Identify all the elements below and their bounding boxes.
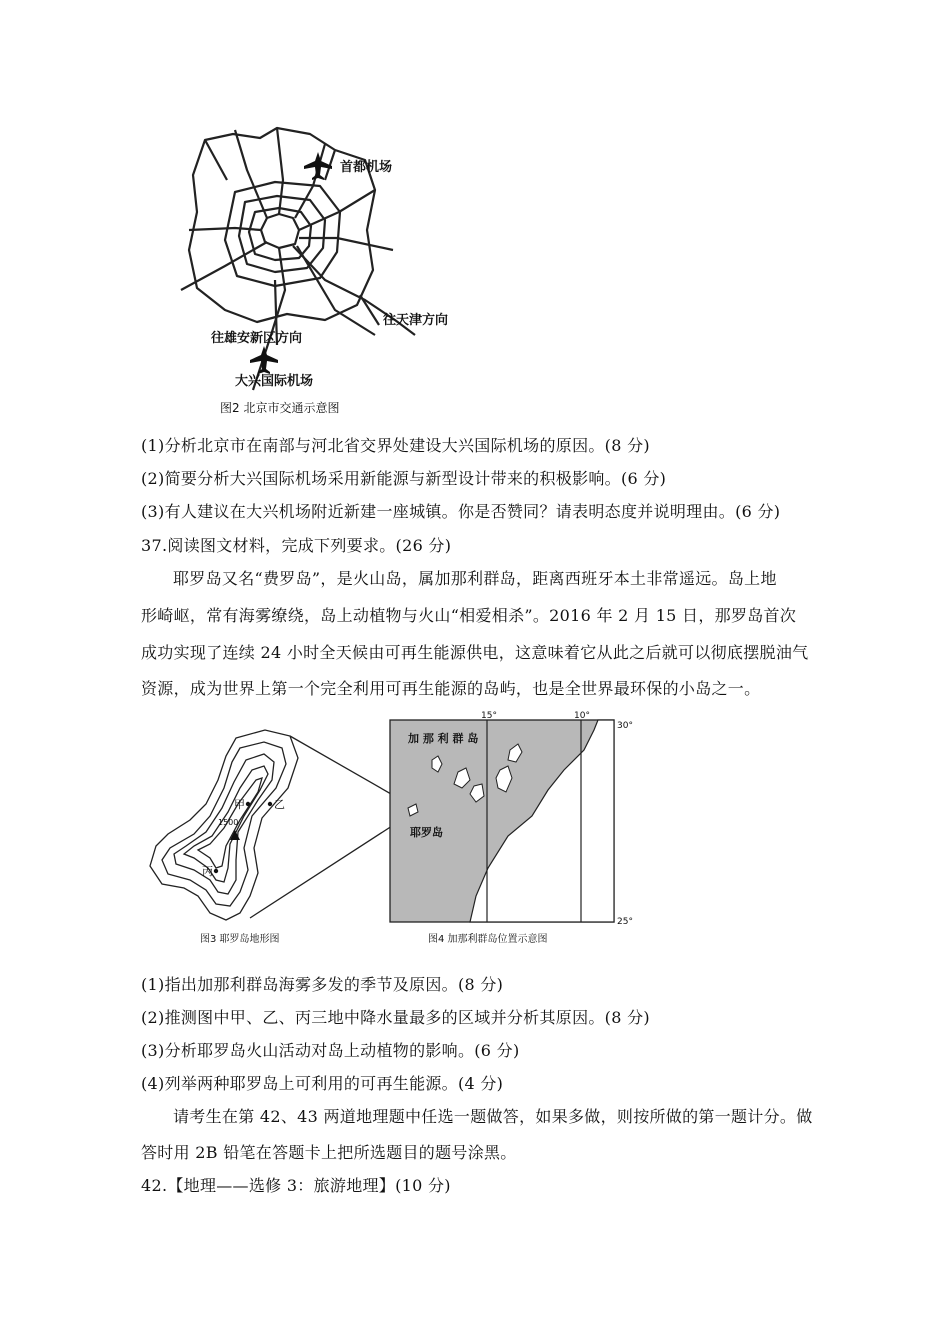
q37-paragraph-line-4: 资源，成为世界上第一个完全利用可再生能源的岛屿，也是全世界最环保的小岛之一。 <box>141 679 761 698</box>
label-elevation-1500: 1500 <box>218 818 239 827</box>
label-yi: 乙 <box>274 798 285 811</box>
label-lon-15: 15° <box>481 711 497 721</box>
daxing-airport-plane-icon <box>250 346 278 374</box>
elective-note-line-2: 答时用 2B 铅笔在答题卡上把所选题目的题号涂黑。 <box>141 1143 517 1162</box>
q37-item-1: (1)指出加那利群岛海雾多发的季节及原因。(8 分) <box>141 975 504 994</box>
ring-road-3 <box>239 196 325 272</box>
to-tianjin-label: 往天津方向 <box>383 313 449 328</box>
label-hierro: 耶罗岛 <box>410 826 443 839</box>
figure-2-beijing-traffic-map <box>175 120 475 425</box>
q37-item-4: (4)列举两种耶罗岛上可利用的可再生能源。(4 分) <box>141 1074 504 1093</box>
label-jia: 甲 <box>234 798 245 811</box>
label-lat-25: 25° <box>617 917 633 927</box>
figure-3-caption: 图3 耶罗岛地形图 <box>200 934 280 945</box>
q36-item-1: (1)分析北京市在南部与河北省交界处建设大兴国际机场的原因。(8 分) <box>141 436 650 455</box>
figure-4-caption: 图4 加那利群岛位置示意图 <box>428 934 548 945</box>
point-yi-dot <box>268 802 272 806</box>
q37-title: 37.阅读图文材料，完成下列要求。(26 分) <box>141 536 452 555</box>
to-xiongan-label: 往雄安新区方向 <box>211 331 303 346</box>
q37-paragraph-line-3: 成功实现了连续 24 小时全天候由可再生能源供电，这意味着它从此之后就可以彻底摆脱油气 <box>141 643 809 662</box>
label-lat-30: 30° <box>617 721 633 731</box>
q37-paragraph-line-2: 形崎岖，常有海雾缭绕，岛上动植物与火山“相爱相杀”。2016 年 2 月 15 日，那罗岛首次 <box>141 606 797 625</box>
point-bing-dot <box>214 869 218 873</box>
label-bing: 丙 <box>202 865 213 878</box>
q42-title: 42.【地理——选修 3：旅游地理】(10 分) <box>141 1176 451 1195</box>
q36-item-2: (2)简要分析大兴国际机场采用新能源与新型设计带来的积极影响。(6 分) <box>141 469 667 488</box>
capital-airport-label: 首都机场 <box>340 160 393 175</box>
q37-paragraph-line-1: 耶罗岛又名“费罗岛”，是火山岛，属加那利群岛，距离西班牙本土非常遥远。岛上地 <box>173 569 777 588</box>
point-jia-dot <box>246 802 250 806</box>
label-canary-islands: 加 那 利 群 岛 <box>408 732 479 745</box>
figure-2-caption: 图2 北京市交通示意图 <box>220 401 340 415</box>
q37-item-2: (2)推测图中甲、乙、丙三地中降水量最多的区域并分析其原因。(8 分) <box>141 1008 650 1027</box>
q36-item-3: (3)有人建议在大兴机场附近新建一座城镇。你是否赞同？请表明态度并说明理由。(6 分) <box>141 502 781 521</box>
q37-item-3: (3)分析耶罗岛火山活动对岛上动植物的影响。(6 分) <box>141 1041 520 1060</box>
outer-ring-road <box>189 128 375 322</box>
daxing-airport-label: 大兴国际机场 <box>235 374 314 389</box>
label-lon-10: 10° <box>574 711 590 721</box>
elective-note-line-1: 请考生在第 42、43 两道地理题中任选一题做答，如果多做，则按所做的第一题计分。做 <box>173 1107 813 1126</box>
capital-airport-plane-icon <box>304 152 332 180</box>
figures-3-4 <box>140 708 640 953</box>
